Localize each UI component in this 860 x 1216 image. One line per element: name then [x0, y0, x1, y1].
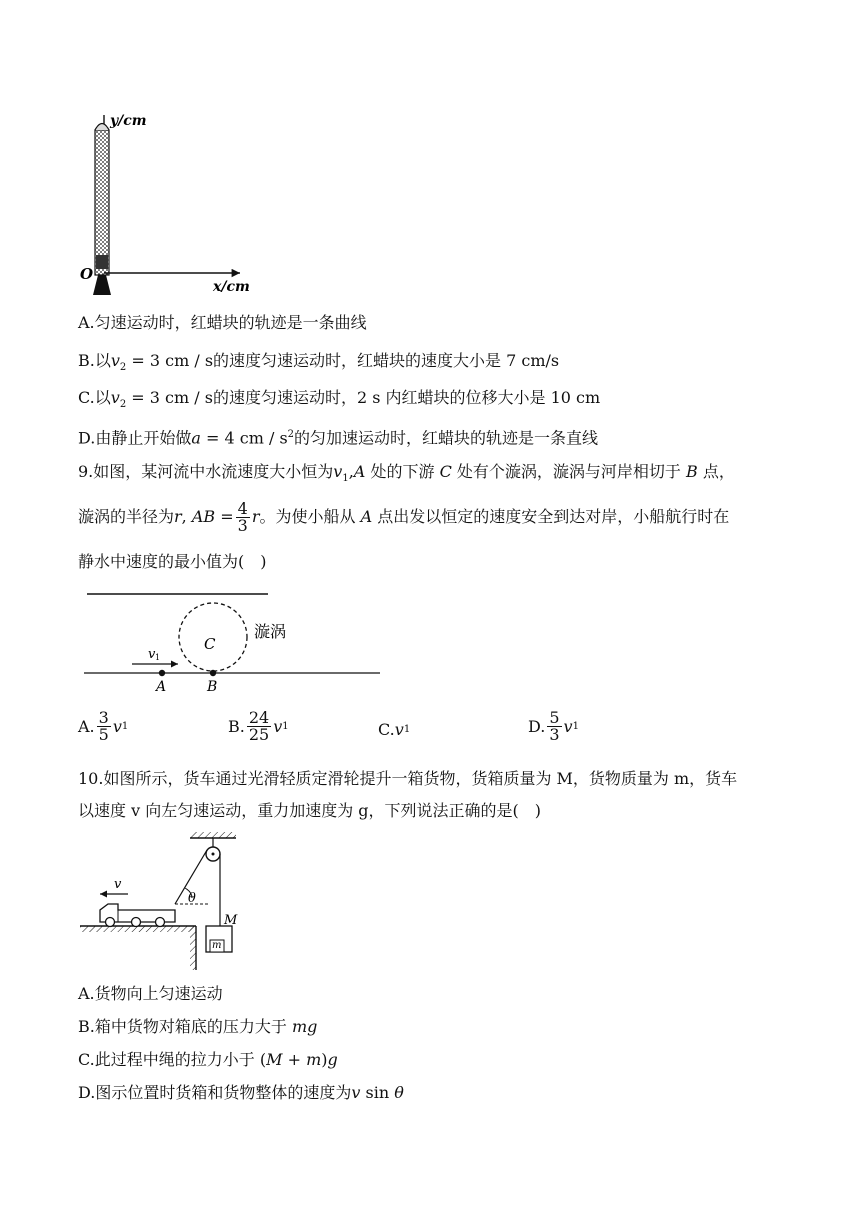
velocity-label: v: [148, 647, 156, 662]
q8-option-a: A.匀速运动时，红蜡块的轨迹是一条曲线: [78, 313, 367, 332]
point-b: [210, 670, 216, 676]
q9-option-c: C. v 1: [378, 719, 411, 739]
q9-option-b: B. $\frac{24}{25}$ v 1: [228, 708, 289, 744]
angle-label: θ: [188, 891, 196, 906]
q9-option-a: A. $\frac{3}{5}$ v 1: [78, 708, 129, 744]
label-b: B: [207, 679, 218, 695]
q8-option-d: D.由静止开始做a = 4 cm / $s^2$的匀加速运动时，红蜡块的轨迹是一条直线: [78, 428, 599, 448]
tube-base: [93, 275, 111, 295]
figure-q10-truck-pulley: [78, 830, 248, 970]
figure-q9-river: [82, 588, 382, 698]
q9-option-d: D. $\frac{5}{3}$ v 1: [528, 708, 579, 744]
truck-velocity-label: v: [114, 877, 122, 892]
q9-stem-line2: 漩涡的半径为 r , AB = $\frac{4}{3}$ r 。为使小船从 A 点出发以恒定的速度安全到达对岸，小船航行时在: [78, 498, 730, 535]
origin-label: O: [80, 265, 94, 283]
red-wax-block: [96, 255, 108, 269]
q10-stem-line1: 10.如图所示，货车通过光滑轻质定滑轮提升一箱货物，货箱质量为 M，货物质量为 m，货车: [78, 769, 738, 788]
q10-option-a: A.货物向上匀速运动: [78, 984, 223, 1003]
q8-option-c: C.以$v_2 = 3$ cm / s的速度匀速运动时，2 s 内红蜡块的位移大小是 10 cm: [78, 388, 601, 411]
q10-option-b: B.箱中货物对箱底的压力大于 mg: [78, 1017, 318, 1036]
cargo-label: m: [212, 940, 222, 951]
q9-stem-line3: 静水中速度的最小值为( ): [78, 552, 267, 571]
point-a: [159, 670, 165, 676]
svg-text:1: 1: [155, 653, 161, 662]
y-axis-label: y/cm: [110, 113, 147, 129]
glass-tube: [95, 130, 109, 275]
q9-stem-line1: 9.如图，某河流中水流速度大小恒为$v_1,A$ 处的下游 C 处有个漩涡，漩涡与河岸相切于 B 点，: [78, 462, 735, 485]
q8-option-b: B.以$v_2 = 3$ cm / s的速度匀速运动时，红蜡块的速度大小是 7 cm/s: [78, 351, 560, 374]
figure-q8-tube: [80, 95, 260, 305]
q10-option-d: D.图示位置时货箱和货物整体的速度为v sin θ: [78, 1083, 404, 1102]
q10-option-c: C.此过程中绳的拉力小于 (M + m)g: [78, 1050, 338, 1069]
box-label: M: [224, 913, 238, 928]
tube-top: [95, 124, 109, 131]
label-a: A: [156, 679, 167, 695]
center-label: C: [204, 635, 216, 653]
vortex-label: 漩涡: [254, 622, 287, 641]
fraction-4-3: $\frac{4}{3}$: [237, 498, 248, 535]
x-axis-label: x/cm: [213, 279, 250, 295]
q10-stem-line2: 以速度 v 向左匀速运动，重力加速度为 g，下列说法正确的是( ): [78, 801, 542, 820]
